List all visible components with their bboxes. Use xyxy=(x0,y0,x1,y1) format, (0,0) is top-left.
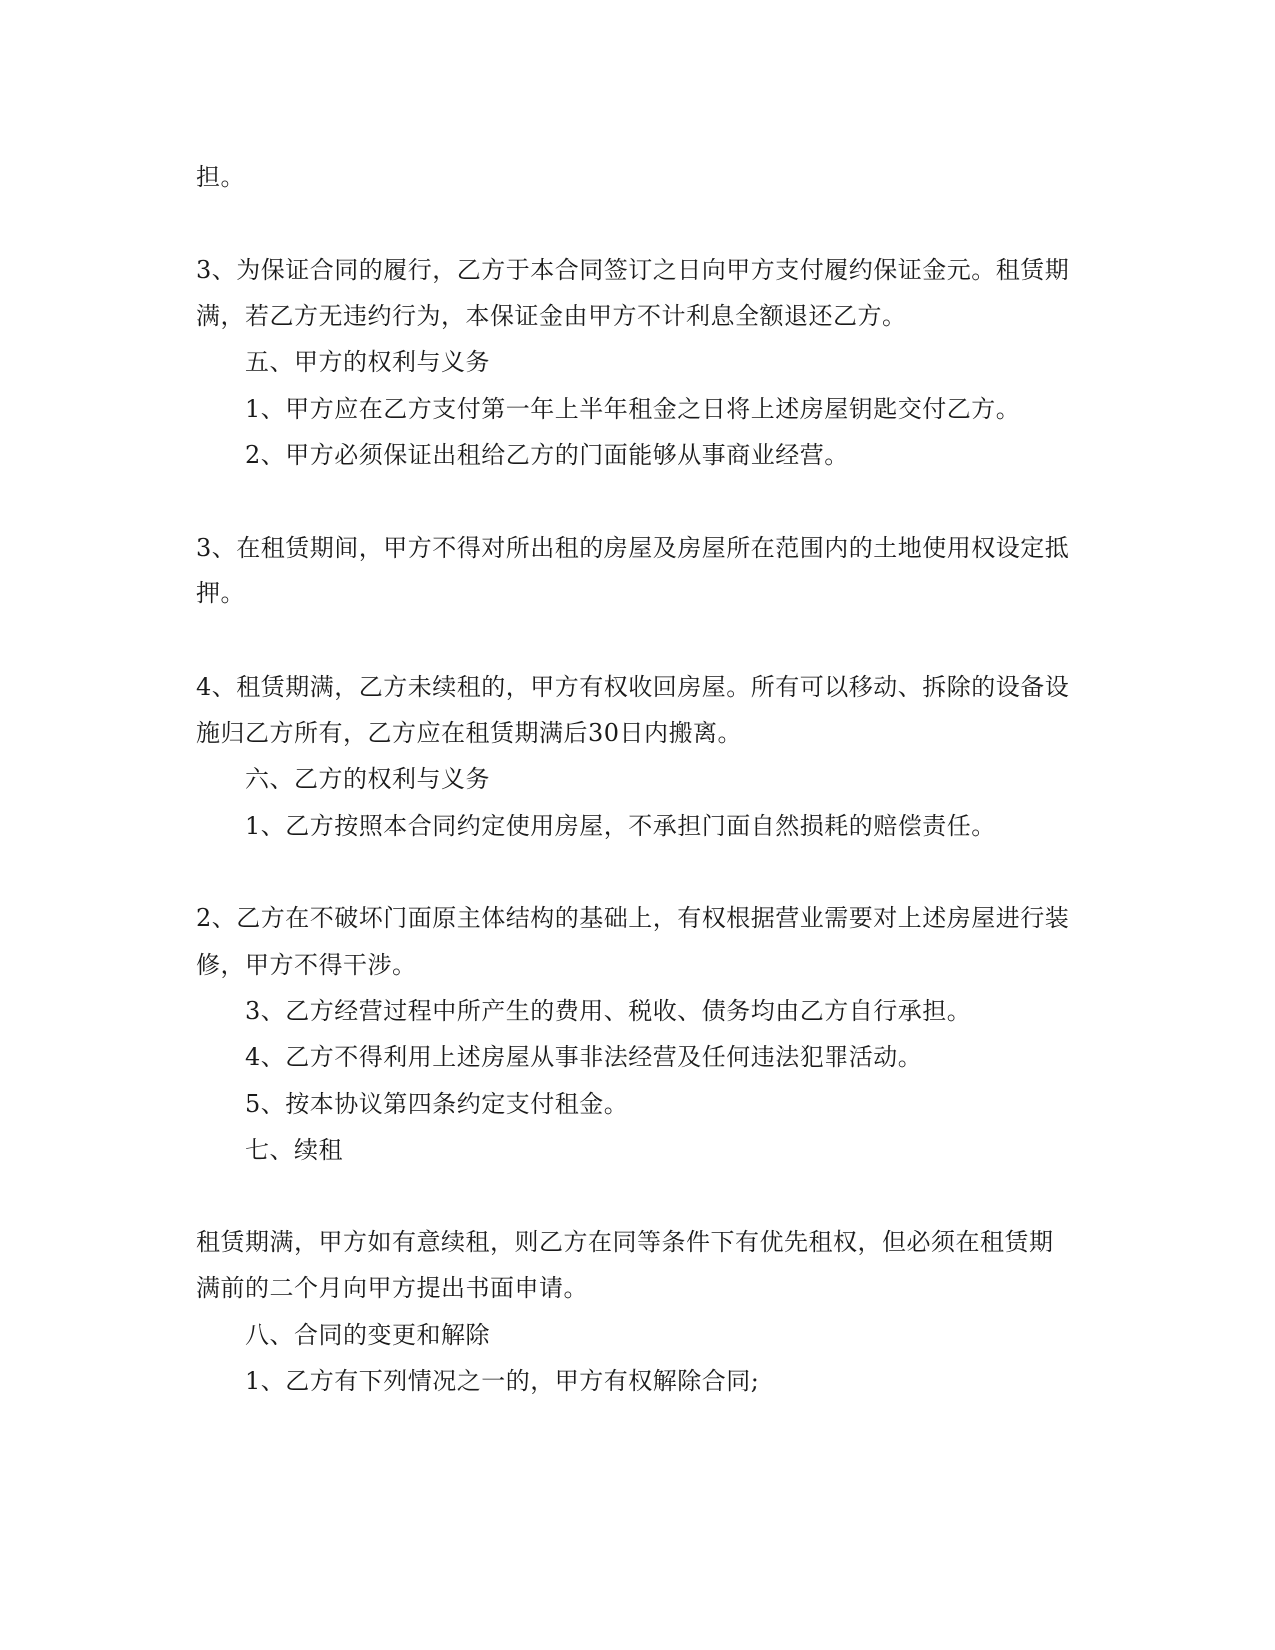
text-line: 3、为保证合同的履行，乙方于本合同签订之日向甲方支付履约保证金元。租赁期 xyxy=(196,256,1070,284)
text-line: 4、租赁期满，乙方未续租的，甲方有权收回房屋。所有可以移动、拆除的设备设 xyxy=(196,673,1070,701)
section-heading: 七、续租 xyxy=(245,1136,343,1164)
text-line: 担。 xyxy=(196,163,245,191)
text-line: 2、甲方必须保证出租给乙方的门面能够从事商业经营。 xyxy=(245,441,849,469)
text-line: 3、乙方经营过程中所产生的费用、税收、债务均由乙方自行承担。 xyxy=(245,997,972,1025)
text-line: 4、乙方不得利用上述房屋从事非法经营及任何违法犯罪活动。 xyxy=(245,1043,923,1071)
text-line: 满，若乙方无违约行为，本保证金由甲方不计利息全额退还乙方。 xyxy=(196,302,907,330)
section-heading: 六、乙方的权利与义务 xyxy=(245,765,490,793)
section-heading: 五、甲方的权利与义务 xyxy=(245,348,490,376)
text-line: 修，甲方不得干涉。 xyxy=(196,951,417,979)
text-line: 1、乙方按照本合同约定使用房屋，不承担门面自然损耗的赔偿责任。 xyxy=(245,812,996,840)
text-line: 2、乙方在不破坏门面原主体结构的基础上，有权根据营业需要对上述房屋进行装 xyxy=(196,904,1070,932)
text-line: 租赁期满，甲方如有意续租，则乙方在同等条件下有优先租权，但必须在租赁期 xyxy=(196,1228,1054,1256)
text-line: 押。 xyxy=(196,579,245,607)
text-line: 3、在租赁期间，甲方不得对所出租的房屋及房屋所在范围内的土地使用权设定抵 xyxy=(196,534,1070,562)
text-line: 施归乙方所有，乙方应在租赁期满后30日内搬离。 xyxy=(196,719,743,747)
section-heading: 八、合同的变更和解除 xyxy=(245,1321,490,1349)
text-line: 1、甲方应在乙方支付第一年上半年租金之日将上述房屋钥匙交付乙方。 xyxy=(245,395,1021,423)
text-line: 1、乙方有下列情况之一的，甲方有权解除合同; xyxy=(245,1367,760,1395)
text-line: 5、按本协议第四条约定支付租金。 xyxy=(245,1090,629,1118)
text-line: 满前的二个月向甲方提出书面申请。 xyxy=(196,1274,588,1302)
